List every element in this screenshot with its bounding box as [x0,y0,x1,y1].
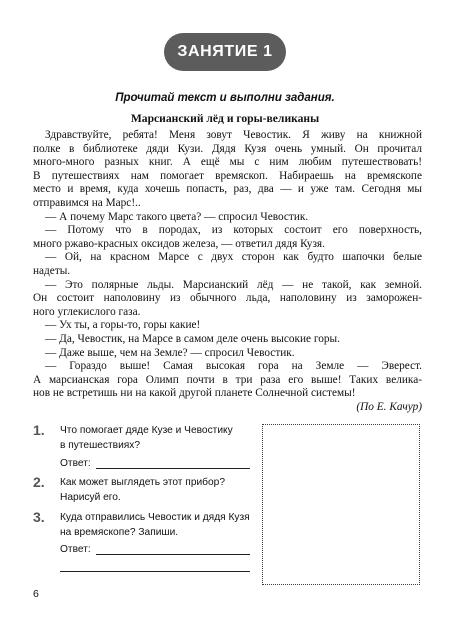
task-question [60,475,225,505]
task-number: 2. [33,474,45,490]
story-paragraph [33,129,422,211]
task-question [60,510,250,540]
story-paragraph [33,211,422,225]
story-line: — Ой, на красном Марсе с двух сторон как будто шапочки белые [45,251,422,264]
lesson-label: ЗАНЯТИЕ 1 [177,43,273,60]
story-title: Марсианский лёд и горы-великаны [130,112,320,125]
task-number: 3. [33,509,45,525]
story-line: Он состоит наполовину из обычного льда, наполовину из заморожен- [33,292,422,305]
page-number: 6 [33,588,39,600]
story-line: полке в библиотеке дяди Кузи. Дядя Кузя очень умный. Он прочитал [33,142,422,155]
story-line: — Даже выше, чем на Земле? — спросил Чевостик. [45,346,295,359]
story-line: — Потому что в породах, из которых состоит его поверхность, [45,224,422,237]
story-line: — Это полярные льды. Марсианский лёд — не такой, как земной. [45,278,422,291]
task-question-line: на времяскопе? Запиши. [60,527,179,538]
task-question-line: в путешествиях? [60,440,141,451]
story-paragraph [33,251,422,278]
lesson-badge [164,33,286,71]
story-paragraph [33,224,422,251]
answer-label: Ответ: [60,458,91,469]
answer-field[interactable] [60,542,250,555]
story-line: место и время, куда хочешь попасть, раз, два — и уже там. Сегодня мы [33,183,422,196]
story-line: Здравствуйте, ребята! Меня зовут Чевостик. Я живу на книжной [45,129,422,141]
story-paragraph [33,360,422,401]
task-question [60,423,233,453]
story-text [33,129,422,414]
story-line: — Ух ты, а горы-то, горы какие! [45,319,201,332]
task-question-line: Что помогает дяде Кузе и Чевостику [60,425,233,436]
answer-field[interactable] [60,456,250,469]
story-line: много ржаво-красных оксидов железа, — ответил дядя Кузя. [33,237,325,250]
task-number: 1. [33,422,45,438]
drawing-area[interactable] [262,424,420,585]
story-line: — А почему Марс такого цвета? — спросил Чевостик. [45,210,309,223]
story-line: нов не встретишь ни на какой другой планете Солнечной системы! [33,387,356,400]
instruction: Прочитай текст и выполни задания. [115,92,335,104]
story-line: надеты. [33,264,71,277]
task-question-line: Нарисуй его. [60,492,121,503]
story-line: В путешествиях нам помогает времяскоп. Набираешь на времяскопе [33,169,422,182]
story-line: ного углекислого газа. [33,305,141,318]
story-attribution: (По Е. Качур) [356,400,422,413]
story-line: — Да, Чевостик, на Марсе в самом деле очень высокие горы. [45,332,340,345]
story-paragraph [33,319,422,333]
task-question-line: Куда отправились Чевостик и дядя Кузя [60,512,250,523]
story-line: А марсианская гора Олимп почти в три раза его выше! Таких велика- [33,373,422,386]
story-paragraph [33,333,422,347]
story-paragraph [33,279,422,320]
story-paragraph [33,347,422,361]
answer-label: Ответ: [60,544,91,555]
answer-blank[interactable] [96,543,250,555]
answer-blank[interactable] [96,457,250,469]
story-line: отправимся на Марс!.. [33,196,141,209]
story-line: — Гораздо выше! Самая высокая гора на Земле — Эверест. [45,360,422,373]
task-question-line: Как может выглядеть этот прибор? [60,477,226,488]
story-line: много-много разных книг. А ещё мы с ним любим путешествовать! [33,156,422,169]
answer-blank-extra[interactable] [60,560,250,572]
